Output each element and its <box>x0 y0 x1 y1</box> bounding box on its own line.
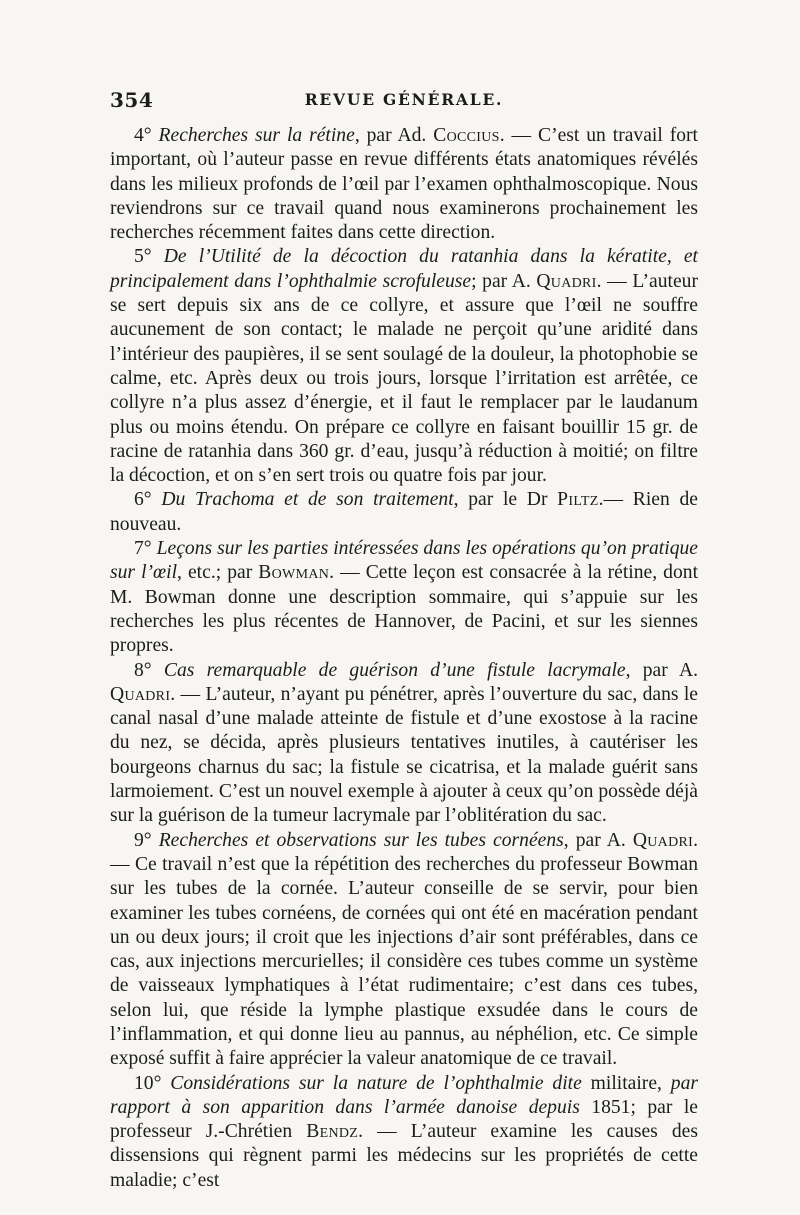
entry-title: Recherches sur la rétine <box>158 125 355 146</box>
paragraph-entry-9 <box>110 829 698 1072</box>
entry-byline-continued: 1851; par le professeur J.-Chrétien <box>110 1096 698 1143</box>
entry-title: De l’Utilité de la décoction du ratanhia dans la kératite, et principalement dans l’ophthalmie scrofuleuse <box>110 246 698 292</box>
entry-author: Piltz <box>557 489 599 511</box>
entry-byline: , par A. <box>563 829 633 851</box>
entry-number: 5° <box>134 246 152 268</box>
entry-title: Leçons sur les parties intéressées dans les opérations qu’on pratique sur l’œil <box>110 538 698 584</box>
running-title: REVUE GÉNÉRALE. <box>304 90 504 109</box>
entry-number: 8° <box>134 659 152 681</box>
paragraph-entry-8 <box>110 659 698 829</box>
entry-number: 9° <box>134 829 152 851</box>
entry-number: 10° <box>134 1072 162 1094</box>
entry-author: Quadri <box>632 829 694 851</box>
entry-text: . — L’auteur, n’ayant pu pénétrer, après l’ouverture du sac, dans le canal nasal d’une malade atteinte de fistule et d’une exostose à la racine du nez, se décida, après plusieurs tentatives inutiles, à cautériser les bourgeons charnus du sac; la fistule se cicatrisa, et la malade guérit sans larmoiement. C’est un nouvel exemple à ajouter à ceux qu’on possède déjà sur la guérison de la tumeur lacrymale par l’oblitération du sac. <box>110 683 698 827</box>
entry-text: . — L’auteur se sert depuis six ans de ce collyre, et assure que l’œil ne souffre aucunement de son contact; le malade ne perçoit qu’une aridité dans l’intérieur des paupières, il se sent soulagé de la douleur, la photophobie se calme, etc. Après deux ou trois jours, lorsque l’irritation est arrêtée, ce collyre n’a plus assez d’énergie, et il faut le remplacer par le laudanum plus ou moins étendu. On prépare ce collyre en faisant bouillir 15 gr. de racine de ratanhia dans 360 gr. d’eau, jusqu’à réduction à moitié; on filtre la décoction, et on s’en sert trois ou quatre fois par jour. <box>110 270 698 487</box>
entry-author: Coccius <box>433 125 500 146</box>
paragraph-entry-10 <box>110 1072 698 1193</box>
entry-byline: , par le Dr <box>453 489 558 511</box>
entry-text: .— Rien de nouveau. <box>110 489 698 535</box>
entry-title-continued: par rapport à son apparition dans l’armée danoise depuis <box>110 1072 698 1118</box>
page-number: 354 <box>110 88 154 112</box>
page-header <box>110 88 698 118</box>
entry-byline: , par Ad. <box>354 125 434 146</box>
entry-author: Quadri <box>110 683 171 705</box>
paragraph-entry-7 <box>110 537 698 658</box>
entry-byline: , etc.; par <box>177 562 259 584</box>
entry-title: Considérations sur la nature de l’ophthalmie dite <box>170 1072 582 1094</box>
entry-text: . — Cette leçon est consacrée à la rétine, dont M. Bowman donne une description sommaire, qui s’appuie sur les recherches les plus récentes de Hannover, de Pacini, et sur les siennes propres. <box>110 562 699 657</box>
entry-text: . — L’auteur examine les causes des dissensions qui règnent parmi les médecins sur les propriétés de cette maladie; c’est <box>110 1121 698 1191</box>
entry-number: 6° <box>134 489 152 511</box>
paragraph-entry-6 <box>110 488 698 537</box>
paragraph-entry-5 <box>110 245 698 488</box>
entry-byline: militaire, <box>581 1072 671 1094</box>
entry-text: . — Ce travail n’est que la répétition des recherches du professeur Bowman sur les tubes de la cornée. L’auteur conseille de se servir, pour bien examiner les tubes cornéens, de cornées qui ont été en macération pendant un ou deux jours; il croit que les injections d’air sont préférables, dans ce cas, aux injections mercurielles; il considère ces tubes comme un système de vaisseaux lymphatiques à l’état rudimentaire; c’est dans ces tubes, selon lui, que réside la lymphe plastique exsudée dans le cours de l’inflammation, et qui donne lieu au pannus, au néphélion, etc. Ce simple exposé suffit à faire apprécier la valeur anatomique de ce travail. <box>110 829 698 1070</box>
entry-byline: ; par A. <box>471 270 537 292</box>
entry-author: Quadri <box>536 270 597 292</box>
entry-title: Du Trachoma et de son traitement <box>161 489 454 511</box>
entry-title: Cas remarquable de guérison d’une fistule lacrymale <box>163 659 626 681</box>
entry-number: 4° <box>134 125 152 146</box>
entry-author: Bendz <box>306 1121 359 1143</box>
entry-title: Recherches et observations sur les tubes cornéens <box>158 829 564 851</box>
entry-number: 7° <box>134 538 152 560</box>
paragraph-entry-4 <box>110 124 698 245</box>
entry-text: . — C’est un travail fort important, où l’auteur passe en revue différents états anatomiques révélés dans les milieux profonds de l’œil par l’examen ophthalmoscopique. Nous reviendrons sur ce travail quand nous examinerons prochainement les recherches récemment faites dans cette direction. <box>110 125 698 244</box>
entry-byline: , par A. <box>625 659 698 681</box>
body-text <box>110 124 698 1193</box>
entry-author: Bowman <box>258 562 330 584</box>
